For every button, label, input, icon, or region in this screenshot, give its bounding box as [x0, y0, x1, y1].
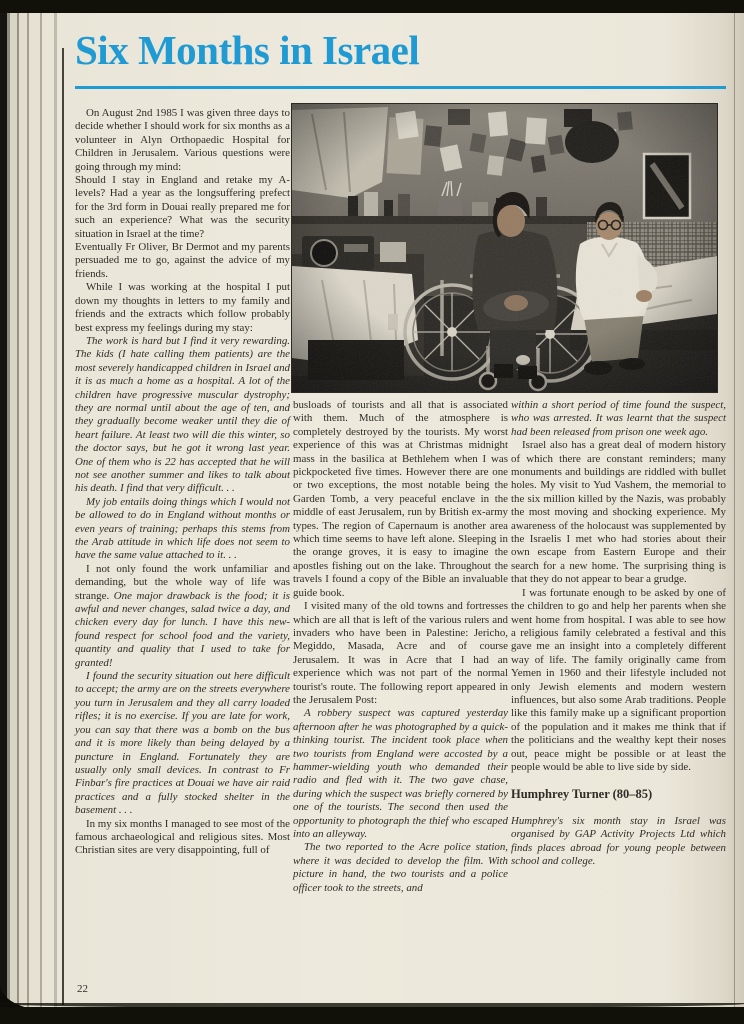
paragraph: Eventually Fr Oliver, Br Dermot and my parents persuaded me to go, against the advice of my friends.: [75, 241, 290, 280]
page-stack-edges: [0, 10, 62, 1010]
paragraph: On August 2nd 1985 I was given three days to decide whether I should work for six months as a volunteer in Alyn Orthopaedic Hospital for Children in Jerusalem. Various questions were going through my mind:: [75, 107, 290, 173]
text-column-1: [75, 107, 290, 858]
editorial-note: Humphrey's six month stay in Israel was organised by GAP Activity Projects Ltd which finds places abroad for young people between school and college.: [511, 814, 726, 867]
italic-run: One major drawback is the food; it is awful and never changes, salad twice a day, and chicken every day for lunch. I have this new-found respect for school food and the variety, quantity and quality that I used to take for granted!: [75, 589, 290, 669]
paragraph-mixed: [75, 563, 290, 670]
article-photo: [292, 104, 717, 392]
paragraph: busloads of tourists and all that is associated with them. Much of the atmosphere is completely destroyed by the tourists. My worst experience of this was at Christmas midnight mass in the basilica at Bethlehem when I was pickpocketed five times. However there are one or two exceptions, the most notable being the Garden Tomb, a very peaceful enclave in the middle of east Jerusalem, run by British ex-army types. The region of Capernaum is another area which time seems to have left alone. Sleeping in the orange groves, it is easy to imagine the apostles fishing out on the lake. Throughout the travels I found a copy of the Bible an invaluable guide book.: [293, 399, 508, 599]
paragraph: Should I stay in England and retake my A-levels? Had a year as the longsuffering prefect for the 3rd form in Douai really prepared me for such an experience? What was the security situation in Israel at the time?: [75, 174, 290, 240]
left-vertical-rule: [62, 48, 64, 1005]
article-title: Six Months in Israel: [75, 27, 420, 73]
title-rule: [75, 86, 726, 89]
paragraph: I was fortunate enough to be asked by one of the children to go and help her parents when she went home from hospital. I was able to see how a religious family celebrated a festival and this gave me an insight into a completely different way of life. The family originally came from Yemen in 1960 and their lifestyle included not only Jewish elements and modern western influences, but also some Arab traditions. People like this family make up a significant proportion of the population and it makes me think that if the politicians and the wealthy kept their noses out, peace might be possible or at least the people would be able to live side by side.: [511, 586, 726, 773]
photo-illustration: [292, 104, 717, 392]
paragraph-news-report: The two reported to the Acre police station, where it was decided to develop the film. With picture in hand, the two tourists and a police officer took to the streets, and: [293, 841, 508, 894]
author-byline: Humphrey Turner (80–85): [511, 787, 653, 802]
paragraph: In my six months I managed to see most of the famous archaeological and religious sites. Most Christian sites are very disappointing, full of: [75, 817, 290, 857]
paragraph-letter-extract: I found the security situation out here difficult to accept; the army are on the streets everywhere you turn in Jerusalem and they all carry loaded rifles; it is no exercise. If you are late for work, you can say that there was a bomb on the bus and it is more likely than being delayed by a puncture in England. Fortunately they are usually only small devices. In contrast to Fr Finbar's fire practices at Douai we have air raid practices and a fully stocked shelter in the basement . . .: [75, 670, 290, 817]
paragraph: While I was working at the hospital I put down my thoughts in letters to my family and friends and the extracts which follow probably best express my feelings during my stay:: [75, 281, 290, 334]
right-page-crease: [734, 11, 735, 1008]
text-column-3: [511, 399, 726, 868]
photo-grain: [292, 104, 717, 392]
paragraph-news-report: within a short period of time found the suspect, who was arrested. It was learnt that the suspect had been released from prison one week ago.: [511, 399, 726, 438]
paragraph-letter-extract: My job entails doing things which I would not be allowed to do in England without months or even years of training; perhaps this stems from the Arab attitude in which life does not seem to have the same value attached to it. . .: [75, 495, 290, 562]
roman-run: I not only found the work unfamiliar and demanding, but the whole way of life was strange.: [75, 562, 290, 602]
paragraph-letter-extract: The work is hard but I find it very rewarding. The kids (I hate calling them patients) are the most severely handicapped children in Israel and it is as much a home as a hospital. A lot of the children have progressive muscular dystrophy; they are normal until about the age of ten, and they gradually become weaker until they die of heart failure. At least two will die this winter, so the doctor says, but he got it wrong last year. One of them who is 22 has accepted that he will not see another summer and likes to talk about his death. I find that very difficult. . .: [75, 334, 290, 495]
top-cover-bar: [0, 0, 744, 13]
page-number: 22: [77, 983, 88, 995]
paragraph: Israel also has a great deal of modern history of which there are constant reminders; many monuments and buildings are riddled with bullet holes. My visit to Yud Vashem, the memorial to the six million killed by the Nazis, was probably the most moving and shocking experience. My awareness of the holocaust was supplemented by the Israelis I met who had stories about their own escape from Eastern Europe and their search for a new home. The surprising thing is that they do not appear to bear a grudge.: [511, 439, 726, 586]
paragraph-news-report: A robbery suspect was captured yesterday afternoon after he was photographed by a quick-thinking tourist. The incident took place when two tourists from England were accosted by a hammer-wielding youth who demanded their radio and fled with it. The two gave chase, during which the suspect was briefly cornered by one of the tourists. The second then used the opportunity to photograph the thief who escaped into an alleyway.: [293, 707, 508, 840]
paragraph: I visited many of the old towns and fortresses which are all that is left of the various rulers and invaders who have been in Palestine: Jericho, Megiddo, Masada, Acre and of course Jerusalem. It was in Acre that I had an experience which was not part of the normal tourist's route. The following report appeared in the Jerusalem Post:: [293, 600, 508, 706]
bottom-cover-bar: [0, 1007, 744, 1024]
magazine-page: [62, 11, 744, 1008]
text-column-2: [293, 399, 508, 895]
